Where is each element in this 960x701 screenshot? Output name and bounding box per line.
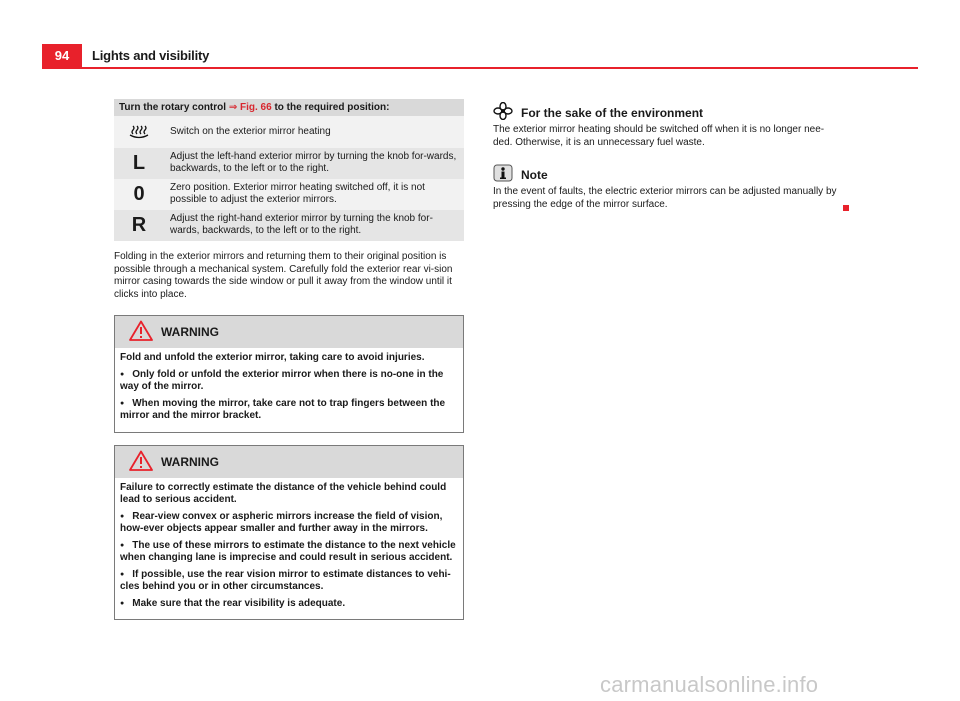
table-header: Turn the rotary control ⇒ Fig. 66 to the required position: bbox=[114, 99, 464, 116]
warning-bullet: ● The use of these mirrors to estimate the distance to the next vehicle when changing lane is imprecise and could result in serious accident. bbox=[120, 540, 459, 565]
table-cell-text: Switch on the exterior mirror heating bbox=[170, 126, 331, 137]
table-cell-text: Zero position. Exterior mirror heating switched off, it is not possible to adjust the exterior mirrors. bbox=[170, 182, 425, 205]
environment-title: For the sake of the environment bbox=[521, 106, 704, 120]
flower-icon bbox=[493, 102, 513, 125]
rotary-control-table bbox=[114, 99, 464, 241]
warning-bullet: ● Make sure that the rear visibility is adequate. bbox=[120, 598, 459, 611]
mirror-heating-icon bbox=[114, 116, 164, 143]
warning-header bbox=[115, 316, 463, 348]
position-symbol: R bbox=[131, 214, 147, 236]
note-title: Note bbox=[521, 168, 548, 182]
warning-title: WARNING bbox=[161, 325, 219, 339]
watermark: carmanualsonline.info bbox=[600, 672, 819, 697]
warning-header bbox=[115, 446, 463, 478]
warning-bullet: ● When moving the mirror, take care not to trap fingers between the mirror and the mirror bracket. bbox=[120, 398, 459, 423]
warning-box bbox=[114, 315, 464, 433]
position-symbol: 0 bbox=[133, 183, 145, 205]
warning-icon bbox=[129, 320, 153, 344]
header-rule bbox=[42, 67, 918, 69]
environment-text: The exterior mirror heating should be switched off when it is no longer nee-ded. Otherwise, it is an unnecessary fuel waste. bbox=[493, 124, 825, 148]
warning-title: WARNING bbox=[161, 454, 219, 469]
note-header bbox=[493, 166, 843, 184]
chapter-title: Lights and visibility bbox=[92, 48, 210, 63]
warning-bullet: ● Only fold or unfold the exterior mirror when there is no-one in the way of the mirror. bbox=[120, 369, 459, 394]
table-row bbox=[114, 116, 464, 148]
position-symbol: L bbox=[132, 152, 146, 174]
note-section bbox=[493, 166, 843, 211]
table-cell-text: Adjust the left-hand exterior mirror by turning the knob for-wards, backwards, to the left or to the right. bbox=[170, 151, 457, 174]
note-text: In the event of faults, the electric exterior mirrors can be adjusted manually by pressing the edge of the mirror surface. bbox=[493, 186, 837, 210]
left-column bbox=[114, 99, 464, 620]
warning-body bbox=[115, 478, 463, 620]
table-row bbox=[114, 148, 464, 179]
table-row bbox=[114, 179, 464, 210]
section-end-marker bbox=[843, 205, 849, 211]
environment-section bbox=[493, 104, 843, 149]
info-icon bbox=[493, 164, 513, 187]
table-cell-text: Adjust the right-hand exterior mirror by turning the knob for-wards, backwards, to the left or to the right. bbox=[170, 213, 433, 236]
warning-box bbox=[114, 445, 464, 621]
figure-reference-link[interactable]: ⇒ Fig. 66 bbox=[228, 102, 272, 113]
right-column bbox=[493, 104, 843, 211]
warning-intro: Failure to correctly estimate the distance of the vehicle behind could lead to serious accident. bbox=[120, 481, 447, 505]
warning-icon bbox=[129, 450, 153, 474]
page-number: 94 bbox=[42, 44, 82, 68]
warning-bullet: ● Rear-view convex or aspheric mirrors increase the field of vision, how-ever objects appear smaller and further away in the mirrors. bbox=[120, 511, 459, 536]
warning-intro: Fold and unfold the exterior mirror, taking care to avoid injuries. bbox=[120, 352, 425, 363]
folding-paragraph: Folding in the exterior mirrors and returning them to their original position is possible through a mechanical system. Carefully fold the exterior rear vi-sion mirror casing towards the side window or pull it away from the window until it clicks into place. bbox=[114, 251, 453, 300]
page-header bbox=[0, 0, 960, 70]
warning-body bbox=[115, 348, 463, 432]
environment-header bbox=[493, 104, 843, 122]
warning-bullet: ● If possible, use the rear vision mirror to estimate distances to vehi-cles behind you or in other circumstances. bbox=[120, 569, 459, 594]
table-row bbox=[114, 210, 464, 241]
